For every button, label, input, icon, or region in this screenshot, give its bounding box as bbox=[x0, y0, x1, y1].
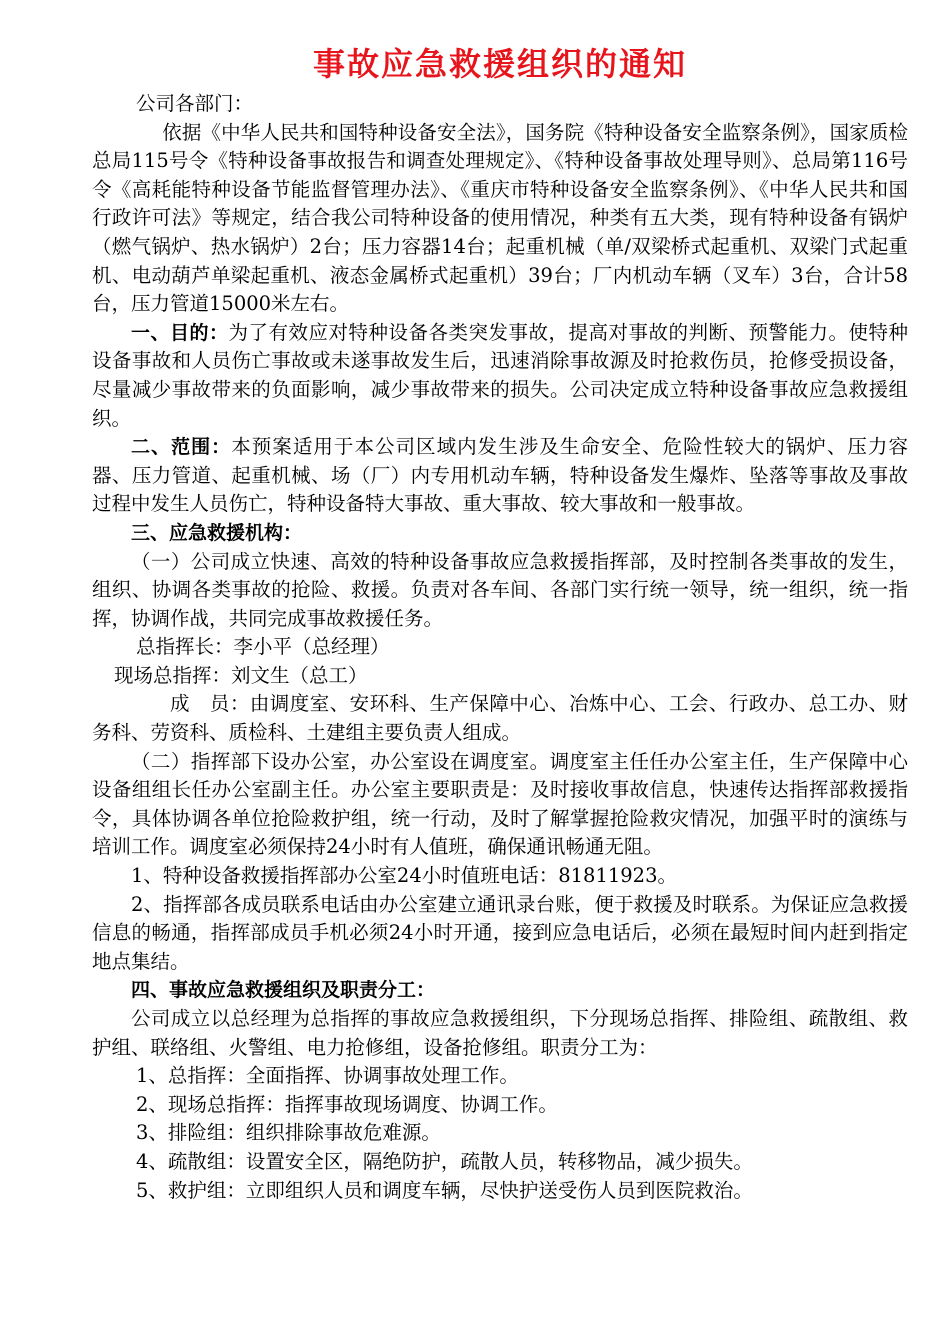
section-scope-heading: 二、范围： bbox=[131, 436, 232, 459]
section-purpose bbox=[92, 319, 908, 433]
salutation: 公司各部门： bbox=[136, 92, 254, 115]
members-line: 成 员：由调度室、安环科、生产保障中心、冶炼中心、工会、行政办、总工办、财务科、劳资科、质检科、土建组主要负责人组成。 bbox=[92, 692, 908, 745]
contact-item: 2、指挥部各成员联系电话由办公室建立通讯录台账，便于救援及时联系。为保证应急救援信息的畅通，指挥部成员手机必须24小时开通，接到应急电话后，必须在最短时间内赶到指定地点集结。 bbox=[92, 892, 908, 973]
section-organization-heading: 三、应急救援机构： bbox=[131, 521, 303, 544]
organization-para-1: （一）公司成立快速、高效的特种设备事故应急救援指挥部，及时控制各类事故的发生，组织、协调各类事故的抢险、救援。负责对各车间、各部门实行统一领导，统一组织，统一指挥，协调作战，共同完成事故救援任务。 bbox=[92, 549, 908, 630]
duties-intro: 公司成立以总经理为总指挥的事故应急救援组织，下分现场总指挥、排险组、疏散组、救护组、联络组、火警组、电力抢修组，设备抢修组。职责分工为： bbox=[92, 1007, 908, 1059]
duty-item: 2、现场总指挥：指挥事故现场调度、协调工作。 bbox=[136, 1092, 558, 1116]
intro-paragraph: 依据《中华人民共和国特种设备安全法》，国务院《特种设备安全监察条例》，国家质检总局115号令《特种设备事故报告和调查处理规定》、《特种设备事故处理导则》、总局第116号令《高耗能特种设备节能监督管理办法》、《重庆市特种设备安全监察条例》、《中华人民共和国行政许可法》等规定，结合我公司特种设备的使用情况，种类有五大类，现有特种设备有锅炉（燃气锅炉、热水锅炉）2台；压力容器14台；起重机械（单/双梁桥式起重机、双梁门式起重机、电动葫芦单梁起重机、液态金属桥式起重机）39台；厂内机动车辆（叉车）3台，合计58台，压力管道15000米左右。 bbox=[92, 120, 908, 316]
commander-line: 总指挥长：李小平（总经理） bbox=[136, 635, 390, 659]
section-scope bbox=[92, 433, 908, 519]
section-scope-text: 本预案适用于本公司区域内发生涉及生命安全、危险性较大的锅炉、压力容器、压力管道、起重机械、场（厂）内专用机动车辆，特种设备发生爆炸、坠落等事故及事故过程中发生人员伤亡，特种设备特大事故、重大事故、较大事故和一般事故。 bbox=[92, 435, 908, 516]
duty-item: 1、总指挥：全面指挥、协调事故处理工作。 bbox=[136, 1064, 519, 1088]
section-duties-heading: 四、事故应急救援组织及职责分工： bbox=[131, 979, 436, 1002]
duty-item: 4、疏散组：设置安全区，隔绝防护，疏散人员，转移物品，减少损失。 bbox=[136, 1149, 753, 1173]
organization-para-2: （二）指挥部下设办公室，办公室设在调度室。调度室主任任办公室主任，生产保障中心设备组组长任办公室副主任。办公室主要职责是：及时接收事故信息，快速传达指挥部救援指令，具体协调各单位抢险救护组，统一行动，及时了解掌握抢险救灾情况，加强平时的演练与培训工作。调度室必须保持24小时有人值班，确保通讯畅通无阻。 bbox=[92, 749, 908, 859]
field-commander-line: 现场总指挥：刘文生（总工） bbox=[114, 663, 368, 687]
section-purpose-heading: 一、目的： bbox=[131, 321, 229, 344]
section-purpose-text: 为了有效应对特种设备各类突发事故，提高对事故的判断、预警能力。使特种设备事故和人员伤亡事故或未遂事故发生后，迅速消除事故源及时抢救伤员，抢修受损设备，尽量减少事故带来的负面影响，减少事故带来的损失。公司决定成立特种设备事故应急救援组织。 bbox=[92, 320, 908, 430]
document-title: 事故应急救援组织的通知 bbox=[312, 45, 687, 83]
duty-item: 3、排险组：组织排除事故危难源。 bbox=[136, 1121, 441, 1145]
hotline-item: 1、特种设备救援指挥部办公室24小时值班电话：81811923。 bbox=[131, 864, 677, 888]
duty-item: 5、救护组：立即组织人员和调度车辆，尽快护送受伤人员到医院救治。 bbox=[136, 1178, 753, 1202]
